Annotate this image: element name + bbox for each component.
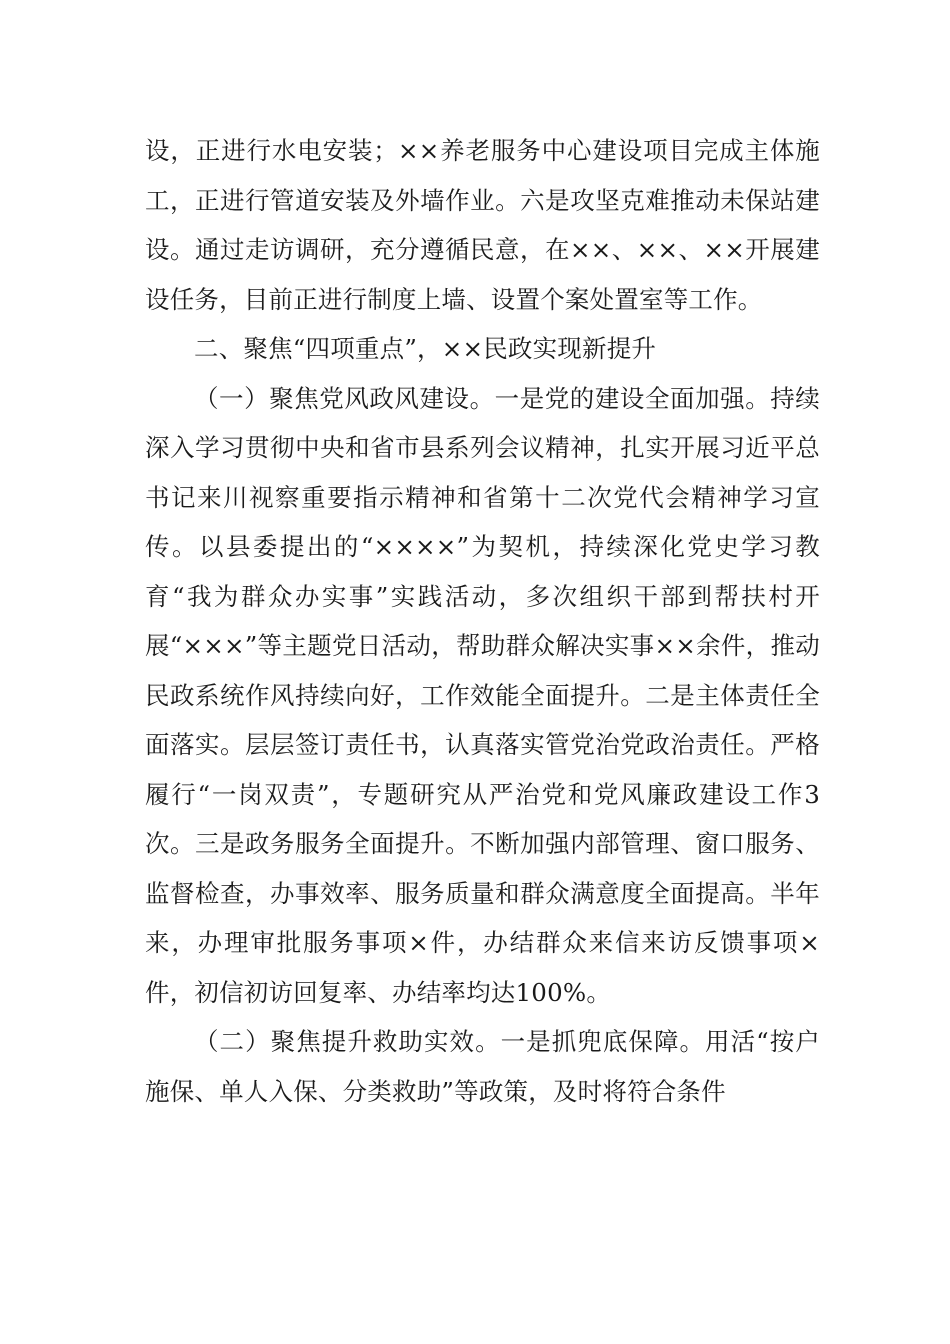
section-heading-two: 二、聚焦“四项重点”，××民政实现新提升 xyxy=(194,334,657,363)
paragraph-relief-effect: （二）聚焦提升救助实效。一是抓兜底保障。用活“按户施保、单人入保、分类救助”等政策，及时将符合条件 xyxy=(145,1027,820,1106)
document-body xyxy=(145,126,820,1116)
paragraph-continuation: 设，正进行水电安装；××养老服务中心建设项目完成主体施工，正进行管道安装及外墙作业。六是攻坚克难推动未保站建设。通过走访调研，充分遵循民意，在××、××、××开展建设任务，目前正进行制度上墙、设置个案处置室等工作。 xyxy=(145,136,820,314)
paragraph-party-style: （一）聚焦党风政风建设。一是党的建设全面加强。持续深入学习贯彻中央和省市县系列会议精神，扎实开展习近平总书记来川视察重要指示精神和省第十二次党代会精神学习宣传。以县委提出的“××××”为契机，持续深化党史学习教育“我为群众办实事”实践活动，多次组织干部到帮扶村开展“×××”等主题党日活动，帮助群众解决实事××余件，推动民政系统作风持续向好，工作效能全面提升。二是主体责任全面落实。层层签订责任书，认真落实管党治党政治责任。严格履行“一岗双责”，专题研究从严治党和党风廉政建设工作3次。三是政务服务全面提升。不断加强内部管理、窗口服务、监督检查，办事效率、服务质量和群众满意度全面提高。半年来，办理审批服务事项×件，办结群众来信来访反馈事项×件，初信初访回复率、办结率均达100%。 xyxy=(145,383,820,1007)
